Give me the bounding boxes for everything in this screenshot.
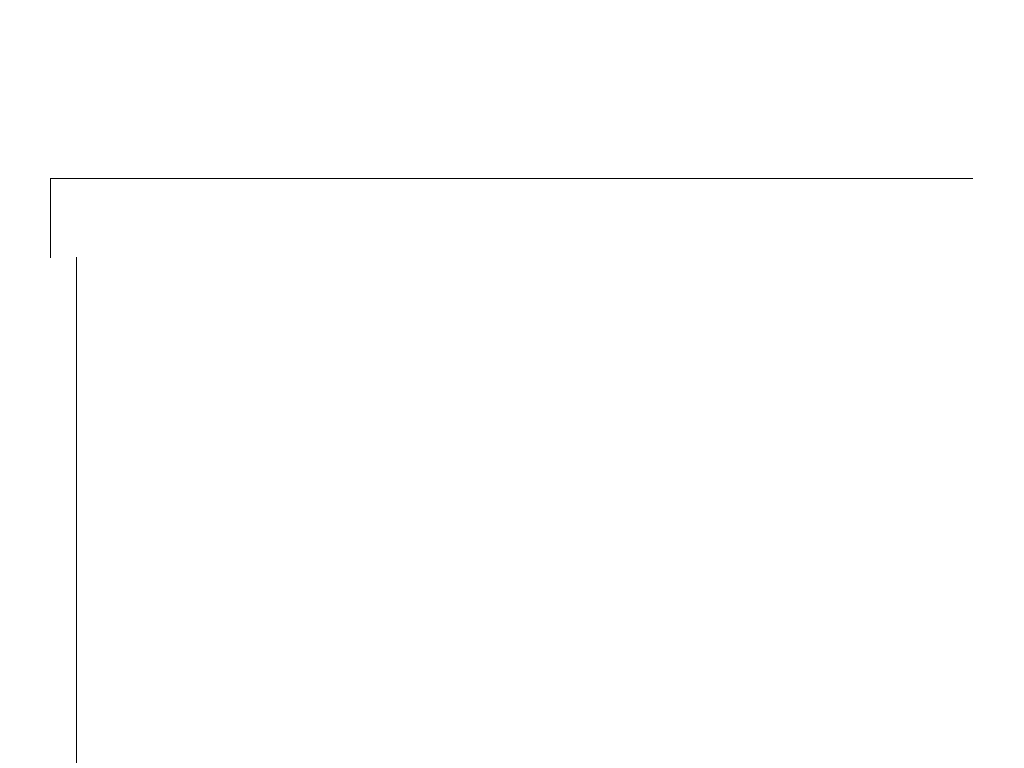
table-left-border [76,257,77,763]
header-row-border [50,178,973,258]
